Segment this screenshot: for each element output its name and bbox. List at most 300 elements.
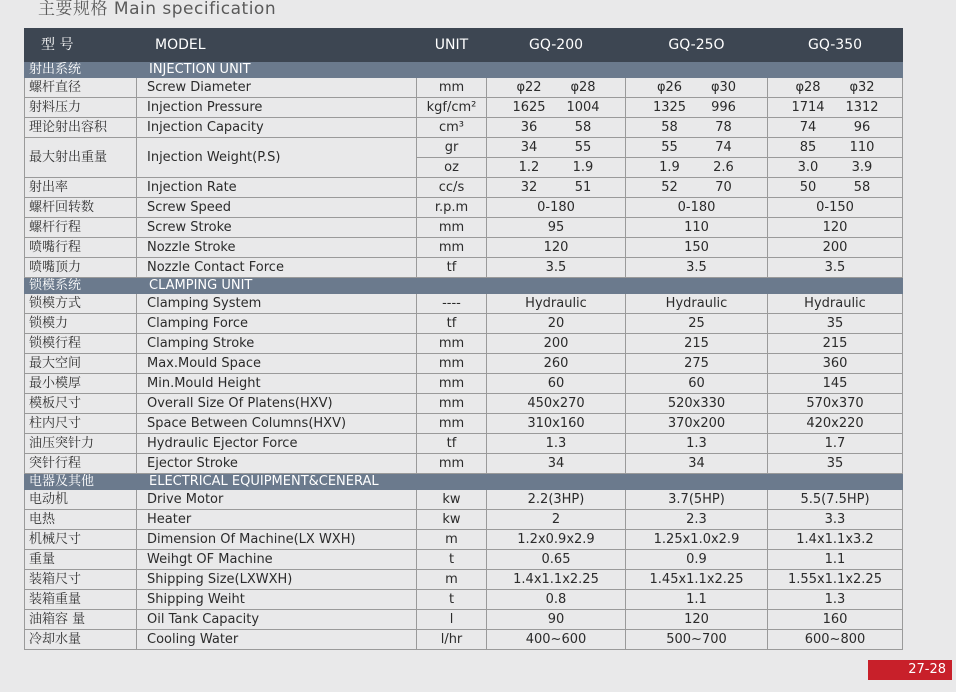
value-cell <box>487 414 626 434</box>
unit-cell: ---- <box>417 294 487 314</box>
section-en-label: ELECTRICAL EQUIPMENT&CENERAL <box>137 474 903 490</box>
value-cell <box>487 510 626 530</box>
value-text: 58 <box>574 120 592 135</box>
value-cell <box>487 178 626 198</box>
value-cell <box>487 78 626 98</box>
unit-cell: mm <box>417 78 487 98</box>
value-cell <box>626 550 768 570</box>
value-cell <box>768 258 903 278</box>
value-text: 3.5 <box>824 260 846 275</box>
table-row <box>25 374 903 394</box>
unit-cell: mm <box>417 454 487 474</box>
value-text: φ22 <box>516 80 542 95</box>
value-text: 215 <box>822 336 848 351</box>
value-cell <box>487 198 626 218</box>
value-text: 90 <box>547 612 565 627</box>
value-text: 120 <box>543 240 569 255</box>
value-text: 3.3 <box>824 512 846 527</box>
value-cell <box>768 98 903 118</box>
header-model-2: GQ-25O <box>626 29 768 62</box>
value-cell <box>487 454 626 474</box>
spec-en-label: Drive Motor <box>137 490 417 510</box>
spec-cn-label: 射出率 <box>25 178 137 198</box>
value-cell <box>487 314 626 334</box>
unit-cell: l <box>417 610 487 630</box>
value-text: 3.5 <box>686 260 707 275</box>
value-text: Hydraulic <box>665 296 728 311</box>
value-text: 145 <box>822 376 848 391</box>
value-text: φ28 <box>795 80 821 95</box>
table-row <box>25 570 903 590</box>
unit-cell: r.p.m <box>417 198 487 218</box>
value-cell <box>626 78 768 98</box>
value-cell <box>768 138 903 158</box>
value-text: 32 <box>520 180 538 195</box>
spec-cn-label: 理论射出容积 <box>25 118 137 138</box>
unit-cell: mm <box>417 238 487 258</box>
value-cell <box>768 434 903 454</box>
spec-en-label: Screw Diameter <box>137 78 417 98</box>
value-text: 2.2(3HP) <box>527 492 585 507</box>
value-cell <box>626 138 768 158</box>
spec-cn-label: 锁模方式 <box>25 294 137 314</box>
value-text: 58 <box>661 120 678 135</box>
unit-cell: cm³ <box>417 118 487 138</box>
spec-cn-label: 电热 <box>25 510 137 530</box>
value-text: 35 <box>826 316 844 331</box>
unit-cell: t <box>417 590 487 610</box>
spec-en-label: Nozzle Stroke <box>137 238 417 258</box>
value-text: 3.5 <box>545 260 567 275</box>
value-text: 120 <box>684 612 709 627</box>
table-row <box>25 590 903 610</box>
value-cell <box>487 630 626 650</box>
value-text: 450x270 <box>527 396 585 411</box>
spec-table-body <box>25 62 903 650</box>
value-text: 1.1 <box>686 592 707 607</box>
value-cell <box>626 334 768 354</box>
spec-cn-label: 突针行程 <box>25 454 137 474</box>
value-text: 58 <box>853 180 871 195</box>
value-cell <box>487 550 626 570</box>
value-text: 570x370 <box>806 396 864 411</box>
value-text: 3.0 <box>797 160 819 175</box>
value-text: 1312 <box>845 100 879 115</box>
value-text: 1.9 <box>659 160 680 175</box>
value-cell <box>626 630 768 650</box>
value-cell <box>487 570 626 590</box>
spec-cn-label: 冷却水量 <box>25 630 137 650</box>
spec-en-label: Injection Capacity <box>137 118 417 138</box>
spec-cn-label: 螺杆行程 <box>25 218 137 238</box>
value-cell <box>487 434 626 454</box>
spec-en-label: Dimension Of Machine(LX WXH) <box>137 530 417 550</box>
value-text: 1.9 <box>572 160 594 175</box>
value-text: 51 <box>574 180 592 195</box>
table-row <box>25 434 903 454</box>
value-cell <box>487 394 626 414</box>
value-text: 2.6 <box>713 160 734 175</box>
value-text: 110 <box>684 220 709 235</box>
table-row <box>25 258 903 278</box>
value-text: 275 <box>684 356 709 371</box>
value-text: 25 <box>688 316 705 331</box>
header-unit-label: UNIT <box>417 29 487 62</box>
value-text: 55 <box>661 140 678 155</box>
value-cell <box>626 178 768 198</box>
value-cell <box>626 510 768 530</box>
value-cell <box>626 158 768 178</box>
value-text: 5.5(7.5HP) <box>800 492 870 507</box>
value-text: Hydraulic <box>804 296 866 311</box>
value-cell <box>487 218 626 238</box>
value-text: 34 <box>547 456 565 471</box>
value-text: 1004 <box>566 100 600 115</box>
value-cell <box>768 610 903 630</box>
section-cn-label: 电器及其他 <box>25 474 137 490</box>
unit-cell: tf <box>417 434 487 454</box>
value-cell <box>626 414 768 434</box>
value-text: 310x160 <box>527 416 585 431</box>
spec-cn-label: 螺杆回转数 <box>25 198 137 218</box>
value-text: 200 <box>543 336 569 351</box>
header-cn-label: 型 号 <box>25 29 137 62</box>
value-cell <box>768 158 903 178</box>
value-text: 3.7(5HP) <box>668 492 725 507</box>
value-text: 1.3 <box>824 592 846 607</box>
table-row <box>25 118 903 138</box>
value-text: 0.65 <box>541 552 571 567</box>
value-cell <box>487 530 626 550</box>
spec-en-label: Clamping Stroke <box>137 334 417 354</box>
header-model-3: GQ-350 <box>768 29 903 62</box>
value-cell <box>768 550 903 570</box>
table-row <box>25 490 903 510</box>
value-text: 70 <box>715 180 732 195</box>
value-cell <box>487 98 626 118</box>
value-cell <box>626 98 768 118</box>
value-text: Hydraulic <box>525 296 587 311</box>
spec-en-label: Oil Tank Capacity <box>137 610 417 630</box>
value-text: 0.8 <box>545 592 567 607</box>
header-model-label: MODEL <box>137 29 417 62</box>
value-text: 78 <box>715 120 732 135</box>
table-header-row <box>25 29 903 62</box>
value-text: 0.9 <box>686 552 707 567</box>
unit-cell: m <box>417 530 487 550</box>
spec-en-label: Clamping Force <box>137 314 417 334</box>
value-cell <box>768 630 903 650</box>
value-text: 1.3 <box>545 436 567 451</box>
value-cell <box>768 78 903 98</box>
value-cell <box>768 294 903 314</box>
value-cell <box>768 178 903 198</box>
value-text: 35 <box>826 456 844 471</box>
spec-table <box>24 28 903 650</box>
spec-cn-label: 柱内尺寸 <box>25 414 137 434</box>
value-cell <box>626 610 768 630</box>
value-text: 95 <box>547 220 565 235</box>
header-model-1: GQ-200 <box>487 29 626 62</box>
unit-cell: tf <box>417 258 487 278</box>
table-row <box>25 454 903 474</box>
section-en-label: CLAMPING UNIT <box>137 278 903 294</box>
unit-cell: mm <box>417 374 487 394</box>
unit-cell: mm <box>417 414 487 434</box>
table-row <box>25 394 903 414</box>
value-cell <box>487 158 626 178</box>
table-row <box>25 510 903 530</box>
value-cell <box>768 414 903 434</box>
value-text: 0-150 <box>816 200 854 215</box>
value-cell <box>626 570 768 590</box>
value-text: 1.45x1.1x2.25 <box>649 572 744 587</box>
value-cell <box>487 258 626 278</box>
table-row <box>25 218 903 238</box>
value-text: 215 <box>684 336 709 351</box>
section-header-row <box>25 278 903 294</box>
value-text: 260 <box>543 356 569 371</box>
unit-cell: oz <box>417 158 487 178</box>
unit-cell: kw <box>417 490 487 510</box>
value-text: 74 <box>715 140 732 155</box>
value-text: 52 <box>661 180 678 195</box>
value-cell <box>626 118 768 138</box>
section-en-label: INJECTION UNIT <box>137 62 903 78</box>
spec-en-label: Screw Stroke <box>137 218 417 238</box>
spec-en-label: Hydraulic Ejector Force <box>137 434 417 454</box>
value-text: 1.1 <box>824 552 846 567</box>
value-cell <box>768 570 903 590</box>
value-text: φ30 <box>710 80 737 95</box>
spec-cn-label: 装箱尺寸 <box>25 570 137 590</box>
value-cell <box>626 454 768 474</box>
value-text: 996 <box>711 100 736 115</box>
value-cell <box>768 530 903 550</box>
spec-en-label: Clamping System <box>137 294 417 314</box>
value-cell <box>626 434 768 454</box>
unit-cell: mm <box>417 354 487 374</box>
table-row <box>25 78 903 98</box>
value-text: 360 <box>822 356 848 371</box>
value-cell <box>626 490 768 510</box>
value-text: 55 <box>574 140 592 155</box>
value-text: 1.25x1.0x2.9 <box>653 532 740 547</box>
value-text: 20 <box>547 316 565 331</box>
spec-en-label: Injection Weight(P.S) <box>137 138 417 178</box>
value-text: 150 <box>684 240 709 255</box>
table-row <box>25 198 903 218</box>
spec-en-label: Injection Pressure <box>137 98 417 118</box>
spec-en-label: Ejector Stroke <box>137 454 417 474</box>
unit-cell: mm <box>417 394 487 414</box>
unit-cell: kw <box>417 510 487 530</box>
spec-cn-label: 最大空间 <box>25 354 137 374</box>
value-text: 3.9 <box>851 160 873 175</box>
page-title: 主要规格 Main specification <box>38 0 277 19</box>
spec-en-label: Min.Mould Height <box>137 374 417 394</box>
spec-en-label: Injection Rate <box>137 178 417 198</box>
value-text: 2 <box>551 512 561 527</box>
unit-cell: l/hr <box>417 630 487 650</box>
value-cell <box>626 294 768 314</box>
value-text: 96 <box>853 120 871 135</box>
value-cell <box>768 490 903 510</box>
spec-en-label: Screw Speed <box>137 198 417 218</box>
value-cell <box>768 334 903 354</box>
unit-cell: mm <box>417 334 487 354</box>
value-cell <box>626 590 768 610</box>
value-cell <box>626 394 768 414</box>
spec-cn-label: 螺杆直径 <box>25 78 137 98</box>
spec-cn-label: 喷嘴行程 <box>25 238 137 258</box>
value-text: φ32 <box>849 80 875 95</box>
unit-cell: t <box>417 550 487 570</box>
value-cell <box>626 354 768 374</box>
value-text: 0-180 <box>677 200 716 215</box>
value-text: 160 <box>822 612 848 627</box>
unit-cell: kgf/cm² <box>417 98 487 118</box>
spec-en-label: Overall Size Of Platens(HXV) <box>137 394 417 414</box>
value-text: 1.7 <box>824 436 846 451</box>
value-cell <box>487 610 626 630</box>
table-row <box>25 178 903 198</box>
value-text: 50 <box>799 180 817 195</box>
value-cell <box>487 118 626 138</box>
value-text: 36 <box>520 120 538 135</box>
value-cell <box>487 334 626 354</box>
section-header-row <box>25 62 903 78</box>
value-text: 110 <box>849 140 875 155</box>
spec-en-label: Space Between Columns(HXV) <box>137 414 417 434</box>
spec-cn-label: 喷嘴顶力 <box>25 258 137 278</box>
value-text: 1.55x1.1x2.25 <box>788 572 882 587</box>
value-text: 1.2x0.9x2.9 <box>517 532 595 547</box>
unit-cell: gr <box>417 138 487 158</box>
section-cn-label: 射出系统 <box>25 62 137 78</box>
spec-cn-label: 最小模厚 <box>25 374 137 394</box>
value-cell <box>768 394 903 414</box>
value-cell <box>768 218 903 238</box>
value-cell <box>626 218 768 238</box>
value-cell <box>626 374 768 394</box>
unit-cell: m <box>417 570 487 590</box>
value-text: 1714 <box>791 100 825 115</box>
value-cell <box>768 374 903 394</box>
value-text: 600~800 <box>804 632 866 647</box>
spec-en-label: Max.Mould Space <box>137 354 417 374</box>
value-cell <box>626 314 768 334</box>
value-text: 200 <box>822 240 848 255</box>
value-cell <box>626 258 768 278</box>
value-text: 60 <box>688 376 705 391</box>
spec-en-label: Nozzle Contact Force <box>137 258 417 278</box>
spec-en-label: Weihgt OF Machine <box>137 550 417 570</box>
value-text: 500~700 <box>666 632 727 647</box>
table-row <box>25 354 903 374</box>
table-row <box>25 98 903 118</box>
unit-cell: tf <box>417 314 487 334</box>
spec-cn-label: 锁模行程 <box>25 334 137 354</box>
value-cell <box>768 314 903 334</box>
spec-cn-label: 机械尺寸 <box>25 530 137 550</box>
value-cell <box>768 238 903 258</box>
value-cell <box>768 118 903 138</box>
section-header-row <box>25 474 903 490</box>
page-number: 27-28 <box>876 660 952 680</box>
spec-en-label: Cooling Water <box>137 630 417 650</box>
value-cell <box>487 490 626 510</box>
value-cell <box>768 454 903 474</box>
table-row <box>25 138 903 158</box>
value-cell <box>487 294 626 314</box>
value-text: φ26 <box>656 80 683 95</box>
spec-cn-label: 装箱重量 <box>25 590 137 610</box>
value-text: 34 <box>520 140 538 155</box>
value-cell <box>768 354 903 374</box>
spec-cn-label: 射料压力 <box>25 98 137 118</box>
value-text: 1.4x1.1x3.2 <box>796 532 874 547</box>
value-cell <box>626 198 768 218</box>
value-cell <box>768 590 903 610</box>
value-cell <box>487 354 626 374</box>
value-text: 1325 <box>652 100 687 115</box>
value-text: 85 <box>799 140 817 155</box>
table-row <box>25 238 903 258</box>
value-text: 400~600 <box>525 632 587 647</box>
spec-cn-label: 电动机 <box>25 490 137 510</box>
table-row <box>25 414 903 434</box>
value-text: φ28 <box>570 80 596 95</box>
value-cell <box>487 374 626 394</box>
spec-cn-label: 油压突针力 <box>25 434 137 454</box>
spec-en-label: Shipping Size(LXWXH) <box>137 570 417 590</box>
unit-cell: mm <box>417 218 487 238</box>
value-text: 0-180 <box>537 200 575 215</box>
table-row <box>25 294 903 314</box>
value-cell <box>487 590 626 610</box>
value-text: 34 <box>688 456 705 471</box>
unit-cell: cc/s <box>417 178 487 198</box>
section-cn-label: 锁模系统 <box>25 278 137 294</box>
table-row <box>25 610 903 630</box>
value-cell <box>487 138 626 158</box>
value-text: 1625 <box>512 100 546 115</box>
value-cell <box>487 238 626 258</box>
value-cell <box>626 238 768 258</box>
value-text: 60 <box>547 376 565 391</box>
value-text: 520x330 <box>667 396 726 411</box>
table-row <box>25 550 903 570</box>
value-text: 74 <box>799 120 817 135</box>
table-row <box>25 314 903 334</box>
value-cell <box>768 510 903 530</box>
spec-cn-label: 锁模力 <box>25 314 137 334</box>
value-text: 1.3 <box>686 436 707 451</box>
table-row <box>25 530 903 550</box>
spec-cn-label: 最大射出重量 <box>25 138 137 178</box>
value-text: 2.3 <box>686 512 707 527</box>
value-cell <box>626 530 768 550</box>
spec-cn-label: 油箱容 量 <box>25 610 137 630</box>
table-row <box>25 334 903 354</box>
value-text: 1.4x1.1x2.25 <box>513 572 599 587</box>
value-text: 120 <box>822 220 848 235</box>
spec-cn-label: 重量 <box>25 550 137 570</box>
value-cell <box>768 198 903 218</box>
value-text: 420x220 <box>806 416 864 431</box>
spec-cn-label: 模板尺寸 <box>25 394 137 414</box>
